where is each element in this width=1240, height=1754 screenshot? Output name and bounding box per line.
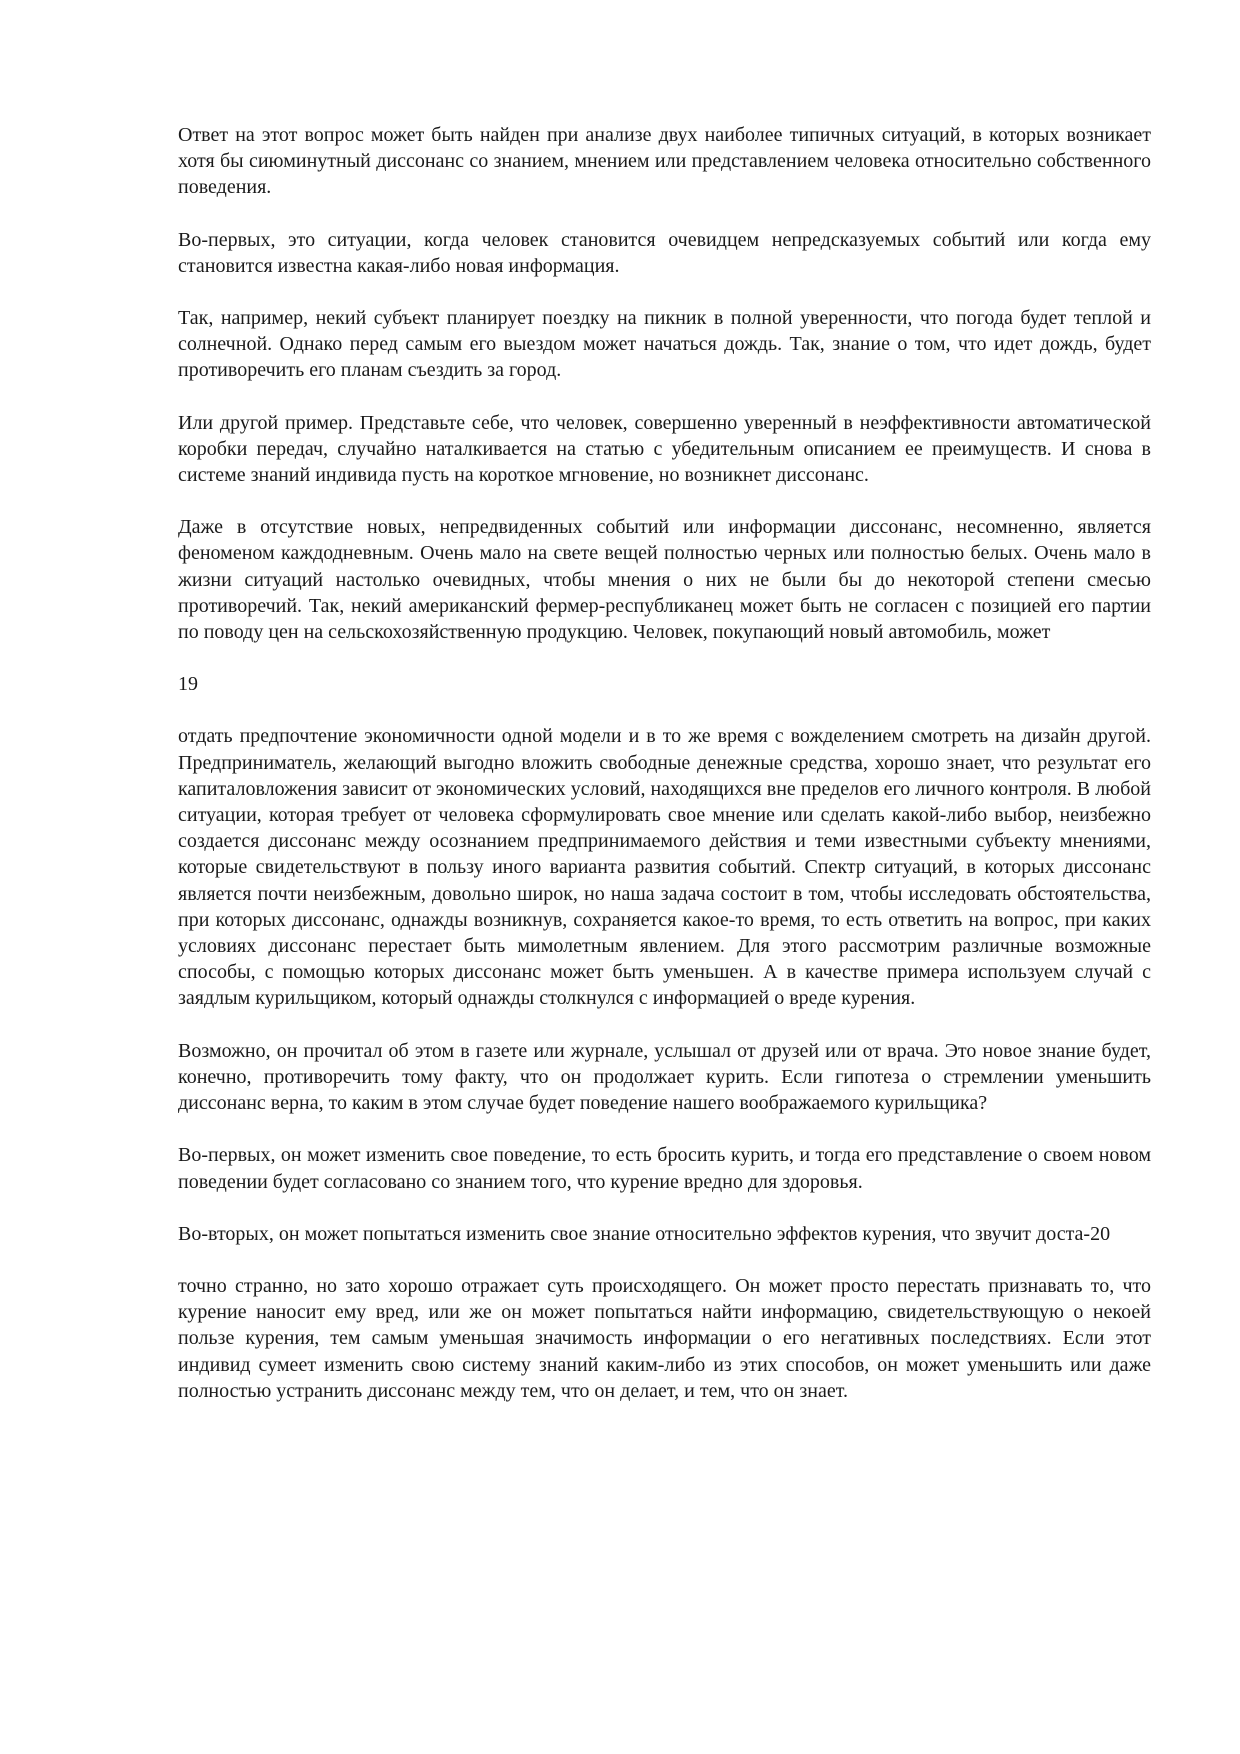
paragraph-9: Во-вторых, он может попытаться изменить свое знание относительно эффектов курения, что звучит доста-20 [178, 1222, 1111, 1245]
document-page [178, 122, 1151, 1404]
page-number: 19 [178, 673, 198, 696]
paragraph-6: отдать предпочтение экономичности одной модели и в то же время с вожделением смотреть на дизайн другой. Предприниматель, желающий выгодно вложить свободные денежные средства, хорошо знает, что результат его капиталовложения зависит от экономических условий, находящихся вне пределов его личного контроля. В любой ситуации, которая требует от человека сформулировать свое мнение или сделать какой-либо выбор, неизбежно создается диссонанс между осознанием предпринимаемого действия и теми известными субъекту мнениями, которые свидетельствуют в пользу иного варианта развития событий. Спектр ситуаций, в которых диссонанс является почти неизбежным, довольно широк, но наша задача состоит в том, чтобы исследовать обстоятельства, при которых диссонанс, однажды возникнув, сохраняется какое-то время, то есть ответить на вопрос, при каких условиях диссонанс перестает быть мимолетным явлением. Для этого рассмотрим различные возможные способы, с помощью которых диссонанс может быть уменьшен. А в качестве примера используем случай с заядлым курильщиком, который однажды столкнулся с информацией о вреде курения. [178, 725, 1151, 1010]
paragraph-2: Во-первых, это ситуации, когда человек становится очевидцем непредсказуемых событий или когда ему становится известна какая-либо новая информация. [178, 228, 1151, 277]
paragraph-10: точно странно, но зато хорошо отражает суть происходящего. Он может просто перестать признавать то, что курение наносит ему вред, или же он может попытаться найти информацию, свидетельствующую о некоей пользе курения, тем самым уменьшая значимость информации о его негативных последствиях. Если этот индивид сумеет изменить свою систему знаний каким-либо из этих способов, он может уменьшить или даже полностью устранить диссонанс между тем, что он делает, и тем, что он знает. [178, 1274, 1151, 1402]
paragraph-7: Возможно, он прочитал об этом в газете или журнале, услышал от друзей или от врача. Это новое знание будет, конечно, противоречить тому факту, что он продолжает курить. Если гипотеза о стремлении уменьшить диссонанс верна, то каким в этом случае будет поведение нашего воображаемого курильщика? [178, 1039, 1151, 1115]
paragraph-4: Или другой пример. Представьте себе, что человек, совершенно уверенный в неэффективности автоматической коробки передач, случайно наталкивается на статью с убедительным описанием ее преимуществ. И снова в системе знаний индивида пусть на короткое мгновение, но возникнет диссонанс. [178, 411, 1151, 487]
paragraph-3: Так, например, некий субъект планирует поездку на пикник в полной уверенности, что погода будет теплой и солнечной. Однако перед самым его выездом может начаться дождь. Так, знание о том, что идет дождь, будет противоречить его планам съездить за город. [178, 307, 1151, 382]
paragraph-5: Даже в отсутствие новых, непредвиденных событий или информации диссонанс, несомненно, является феноменом каждодневным. Очень мало на свете вещей полностью черных или полностью белых. Очень мало в жизни ситуаций настолько очевидных, чтобы мнения о них не были бы до некоторой степени смесью противоречий. Так, некий американский фермер-республиканец может быть не согласен с позицией его партии по поводу цен на сельскохозяйственную продукцию. Человек, покупающий новый автомобиль, может [178, 516, 1151, 644]
paragraph-8: Во-первых, он может изменить свое поведение, то есть бросить курить, и тогда его представление о своем новом поведении будет согласовано со знанием того, что курение вредно для здоровья. [178, 1144, 1151, 1193]
paragraph-1: Ответ на этот вопрос может быть найден при анализе двух наиболее типичных ситуаций, в которых возникает хотя бы сиюминутный диссонанс со знанием, мнением или представлением человека относительно собственного поведения. [178, 124, 1151, 199]
